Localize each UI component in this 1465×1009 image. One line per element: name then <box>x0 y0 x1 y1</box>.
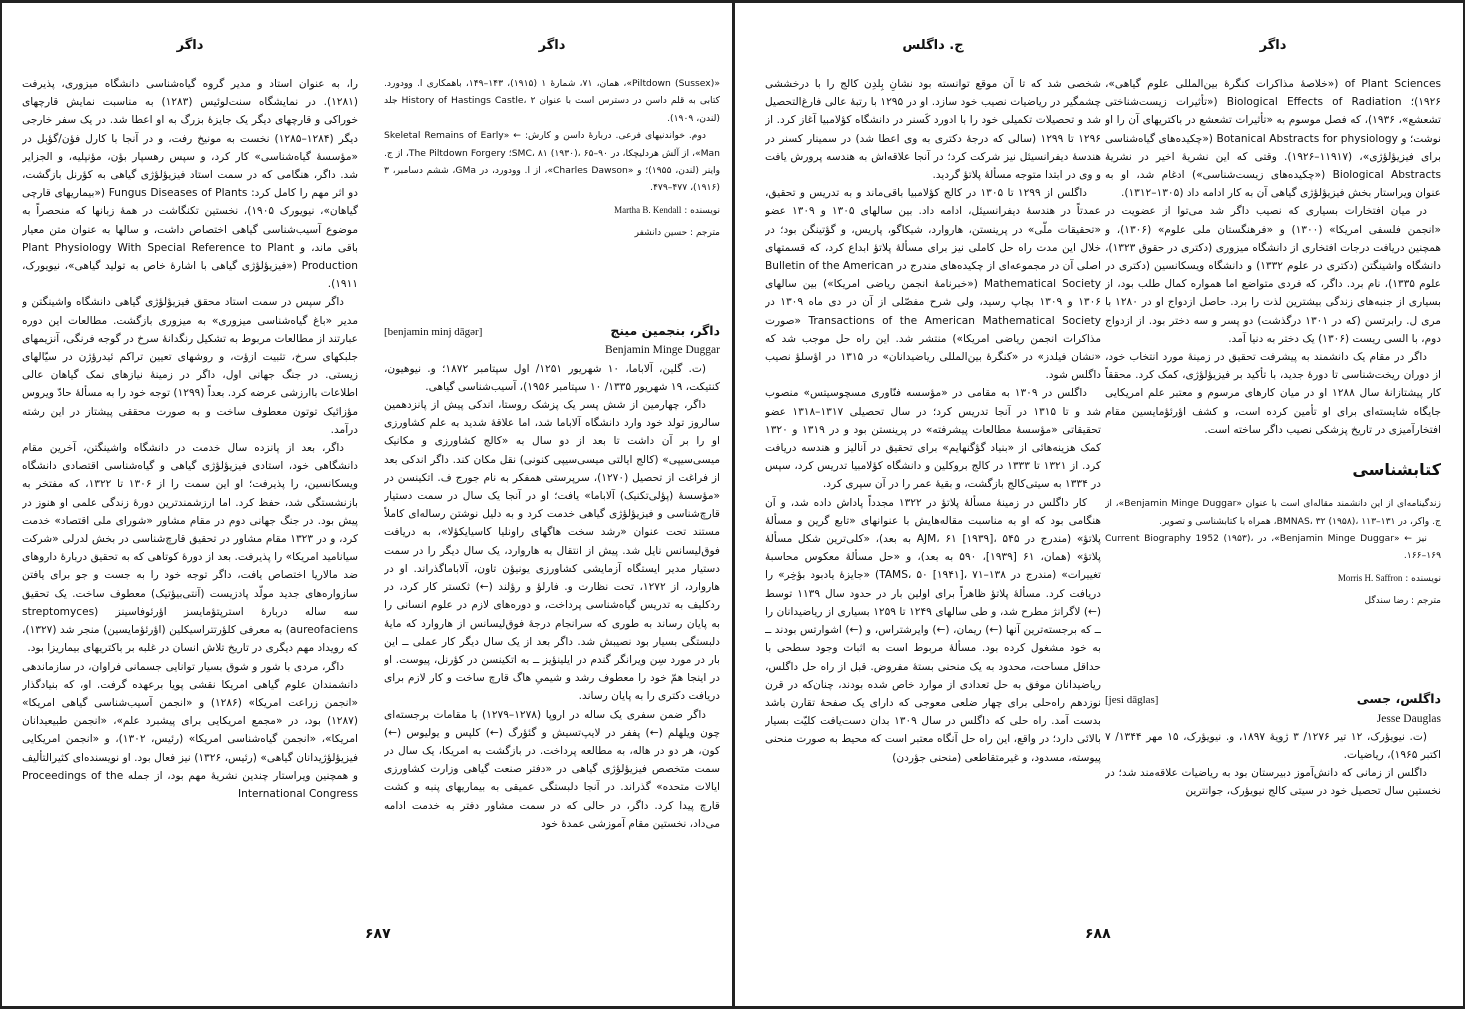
entry-dates: (ت. نیویؤرک، ۱۲ تیر ۱۲۷۶/ ۳ ژویهٔ ۱۸۹۷، و. نیویؤرک، ۱۵ مهر ۱۳۴۴/ ۷ اکتبر ۱۹۶۵)، ریاضیات. <box>1105 730 1441 761</box>
author-credit <box>1105 569 1441 588</box>
running-head-left-inner: داگر <box>538 38 566 53</box>
entry-heading <box>1105 690 1441 709</box>
left-page-outer-column <box>22 75 358 803</box>
paragraph: داگر، چهارمین از شش پسر یک پزشک روستا، اندکی پیش از پانزدهمین سالروز تولد خود وارد دانشگاه آلاباما شد، اما علاقهٔ شدید به علم کشاورزی او را بر آن داشت تا بعد از دو سال به «کالج کشاورزی و مکانیک میسی‌سیپی» (کالج ایالتی میسی‌سیپی کنونی) نقل مکان کند. داگر اندکی بعد از فراغت از تحصیل (۱۲۷۰)، سرپرستی همفکر به نام جورج ف. اتکینسن در «مؤسسهٔ (پؤلی‌تکنیک) آلاباما» یافت؛ او در آنجا یک سال در سمت دستیار قارچ‌شناسی و فیزیؤلؤژی گیاهی خدمت کرد و به دلیل نوشتن رساله‌ای کاملاً مستند تحت عنوان «رشد سخت هاگهای راونلیا کاسیایکؤلا»، به دریافت فوق‌لیسانس نایل شد. پیش از انتقال به هاروارد، یک سال دیگر را در سمت دستیار مدیر ایستگاه آزمایشی کشاورزی یونیؤن تاون، آلاباماگذراند. او در هاروارد، از ۱۲۷۲، تحت نظارت و. فارلؤ و رؤلند (←) ثکستر کار کرد، در ردکلیف به تدریس گیاه‌شناسی پرداخت، و دوره‌های لازم در علوم انسانی را به پایان رساند به طوری که سرانجام درجهٔ فوق‌لیسانس از هاروارد که مایهٔ دلبستگی بسیار بود نصیبش شد. داگر بعد از یک سال دیگر کار عملی ــ این بار در مورد سِن ویرانگر گندم در ایلینؤیز ــ به اتکینسن در کؤرنل، پیوست. او در اینجا همّ خود را معطوف رشد و شیمیِ هاگ قارچ ساخت و کار لازم برای دریافت دکتری را به پایان رساند. <box>384 399 720 703</box>
paragraph: داگر ضمن سفری یک ساله در اروپا (۱۲۷۸–۱۲۷۹) با مقامات برجسته‌ای چون ویلهلم (←) پففر در لایپ‌تسیش و گئؤرگ (←) کلپس و یولیوس (←) کون، هر دو در هاله، به مطالعه پرداخت. در بازگشت به امریکا، یک سال در سمت متخصص فیزیؤلؤژی گیاهی در «دفتر صنعت گیاهی وزارت کشاورزی ایالات متحده» گذراند. در آنجا دلبستگی عمیقی به بیماریهای پنبه و کشت قارچ پیدا کرد. داگر، در حالی که در سمت مشاور دفتر به خدمت ادامه می‌داد، نخستین مقام آموزشی عمدهٔ خود <box>384 708 720 830</box>
author-name: Martha B. Kendall <box>614 204 682 215</box>
author-name: Morris H. Saffron <box>1337 572 1403 583</box>
running-head-left-outer: داگر <box>176 38 204 53</box>
entry-latin-name: Jesse Dauglas <box>1376 712 1441 725</box>
bibliography-item: نیز ← «Benjamin Minge Duggar»، در Current Biography 1952 (۱۹۵۳)، ۱۶۶–۱۶۹. <box>1105 533 1441 562</box>
running-head-right-inner: ج. داگلس <box>902 38 964 53</box>
paragraph: داگر، مردی با شور و شوق بسیار توانایی جسمانی فراوان، در سازماندهی دانشمندان علوم گیاهی امریکا نقشی پویا برعهده گرفت. او، که بنیادگذار «انجمن زراعت امریکا» (۱۲۸۶) و «انجمن آسیب‌شناسی گیاهی امریکا» (۱۲۸۷) بود، در «مجمع امریکایی برای پیشبرد علم»، «انجمن طبیعیدانان امریکا»، «انجمن گیاه‌شناسی امریکا» (رئیس، ۱۳۰۲)، و «انجمن امریکایی فیزیؤلؤژیدانان گیاهی» (رئیس، ۱۳۲۶) نیز فعال بود. او نویسنده‌ای کثیرالتألیف و همچنین ویراستار چندین نشریهٔ مهم بود، از جمله Proceedings of the International Congress <box>22 660 358 800</box>
page-687 <box>0 0 732 1006</box>
page-number-left: ۶۸۷ <box>365 926 391 942</box>
right-page-inner-column <box>765 75 1101 767</box>
bibliography-item: زندگینامه‌ای از این دانشمند مقاله‌ای است با عنوان «Benjamin Minge Duggar»، از ج. واکر، در BMNAS، ۳۲ (۱۹۵۸)، ۱۱۳–۱۳۱، همراه با کتابشناسی و تصویر. <box>1105 498 1441 527</box>
paragraph: در میان افتخارات بسیاری که نصیب داگر شد می‌توا از عضویت در «انجمن فلسفی امریکا» (۱۳۰۰) و «فرهنگستان ملی علوم» (۱۳۰۶)، و همچنین دریافت درجات افتخاری از دانشگاه میزوری (دکتری در حقوق ۱۳۲۳)، دانشگاه واشینگتن (دکتری در علوم ۱۳۳۲) و دانشگاه ویسکانسین (دکتری در علوم ۱۳۳۵)، نام برد. داگر، که فردی متواضع اما همواره کمال طلب بود، از بسیاری از جنبه‌های زندگی بیشترین لذت را برد. حاصل ازدواج او در ۱۲۸۰ با مری ل. رابرتسن (که در ۱۳۰۱ درگذشت) دو پسر و سه دختر بود. از ازدواج دوم، با السی ریست (۱۳۰۶) یک دختر به دنیا آمد. <box>1105 205 1441 345</box>
translator-credit: مترجم : حسین دانشفر <box>634 228 720 239</box>
bibliography-heading: کتابشناسی <box>1352 460 1441 480</box>
entry-latin-name: Benjamin Minge Duggar <box>605 344 720 357</box>
author-label: نویسنده : <box>681 205 720 216</box>
reference-item: دوم. خواندنیهای فرعی. دربارهٔ داسن و کارش: ← «Skeletal Remains of Early Man»، از آلش هردلیچکا، در SMC، ۸۱ (۱۹۳۰)، ۶۵–۹۰؛ The Piltdown Forgery، از ج. واینر (لندن، ۱۹۵۵)؛ و «Charles Dawson»، از ا. وودورد، در GMa، ششم دسامبر، ۳ (۱۹۱۶)، ۴۷۷–۴۷۹. <box>384 130 720 194</box>
right-page-outer-column <box>1105 75 1441 801</box>
paragraph: داگلس در ۱۳۰۹ به مقامی در «مؤسسه فنّاوری مسچوسیتس» منصوب شد و تا ۱۳۱۵ در آنجا تدریس کرد؛ در سال تحصیلی ۱۳۱۷–۱۳۱۸ عضو تحقیقاتی «مؤسسهٔ مطالعات پیشرفته» در پرینستن بود و در ۱۳۱۹ و ۱۳۲۰ کمک هزینه‌هائی از «بنیاد گؤگنهایم» برای تحقیق در آنالیز و هندسه دریافت کرد. از ۱۳۲۱ تا ۱۳۳۳ در کالج بروکلین و دانشگاه کؤلامبیا تدریس کرد، سپس در ۱۳۳۴ به سیتی‌کالج بازگشت، و بقیهٔ عمر را در آن سپری کرد. <box>765 387 1101 491</box>
paragraph: را، به عنوان استاد و مدیر گروه گیاه‌شناسی دانشگاه میزوری، پذیرفت (۱۲۸۱). در نمایشگاه سنت‌لوئیس (۱۲۸۳) به مناسبت نمایش قارچهای خوراکی و قارچهای دیگر یک جایزهٔ بزرگ به او اعطا شد. در یک سفر خارجی دیگر (۱۲۸۴–۱۲۸۵) نخست به مونیخ رفت، و در آنجا با کارل فؤن/گؤبل در «مؤسسهٔ گیاه‌شناسی» کار کرد، و سپس رهسپار بؤن، مؤنپلیه، و الجزایر شد. داگر، هنگامی که در سمت استاد فیزیؤلؤژی گیاهی به کؤرنل بازگشت، دو اثر مهم را کامل کرد: Fungus Diseases of Plants («بیماریهای قارچی گیاهان»، نیویورک ۱۹۰۵)، نخستین تکنگاشت در همهٔ زبانها که منحصراً به موضوع آسیب‌شناسی گیاهی اختصاص داشت، و سالها به عنوان متن معیار باقی ماند، و Plant Physiology With Special Reference to Plant Production («فیزیؤلؤژی گیاهی با اشارهٔ خاص به تولید گیاهی»، نیویورک، ۱۹۱۱). <box>22 78 358 291</box>
paragraph: داگر سپس در سمت استاد محقق فیزیؤلؤژی گیاهی دانشگاه واشینگتن و مدیر «باغ گیاه‌شناسی میزوری» به میزوری بازگشت. مطالعات این دوره عبارتند از مطالعات مربوط به تشکیل رنگدانهٔ سرخ در گوجه فرنگی، آنزیمهای جلبکهای سرخ، تثبیت ازؤت، و روشهای تعیین تراکم ئیدرؤژن در سیّالهای زیستی. در جنگ جهانی اول، داگر در زمینهٔ نیازهای نمک گیاهان عالی اطلاعات باارزشی عرضه کرد. بعداً (۱۲۹۹) توجه خود را به مسألهٔ حادّ ویروس مؤزائیک توتون معطوف ساخت و به صورت محققی پیشتاز در این رشته درآمد. <box>22 296 358 436</box>
reference-item: «Piltdown (Sussex)»، همان، ۷۱، شمارهٔ ۱ (۱۹۱۵)، ۱۴۳–۱۴۹، باهمکاری ا. وودورد. کتابی به قلم داسن در دسترس است با عنوان History of Hastings Castle، ۲ جلد (لندن، ۱۹۰۹). <box>384 78 720 124</box>
page-688 <box>735 0 1463 1006</box>
entry-phonetic: [benjamin minj dāgər] <box>384 326 483 339</box>
running-head-right-outer: داگر <box>1259 38 1287 53</box>
left-page-inner-column <box>384 75 720 833</box>
entry-title: داگلس، جسی <box>1356 691 1441 707</box>
entry-dates: (ت. گلین، آلاباما، ۱۰ شهریور ۱۲۵۱/ اول سپتامبر ۱۸۷۲؛ و. نیوهیون، کنتیکت، ۱۹ شهریور ۱۳۳۵/ ۱۰ سپتامبر ۱۹۵۶)، آسیب‌شناسی گیاهی. <box>384 362 720 393</box>
page-number-right: ۶۸۸ <box>1085 926 1111 942</box>
entry-title: داگر، بنجمین مینج <box>610 323 720 339</box>
entry-phonetic: [jesi dāglas] <box>1105 694 1159 707</box>
paragraph: شخصی شد که تا آن موقع توانسته بود نشانِ بِلدِن کالج را با درخششی چشمگیر در ریاضیات نصیب خود سازد. او در ۱۲۹۵ با رتبهٔ عالی فارغ‌التحصیل شد و تحصیلات تکمیلی خود را با ادورد کَسنر در دانشگاه کؤلامبیا آغاز کرد. از ۱۲۹۶ تا ۱۲۹۹ (سالی که درجهٔ دکتری به وی اعطا شد) در سمینار کسنر در هندسهٔ دیفرانسیئل نیز شرکت کرد؛ در آنجا علاقه‌اش به هندسه پرورش یافت و وی در ابتدا متوجه مسألهٔ پلاتؤ گردید. <box>765 78 1101 182</box>
entry-heading <box>384 322 720 341</box>
author-label: نویسنده : <box>1402 573 1441 584</box>
paragraph: داگر در مقام یک دانشمند به پیشرفت تحقیق در زمینهٔ مورد انتخاب خود، از دوران ریخت‌شناسی تا دورهٔ جدید، با تأکید بر فیزیؤلؤژی، کمک کرد. محققاً کار پیشتازانهٔ سال ۱۲۸۸ او در میان کارهای مرسوم و معتبر علم امریکایی جایگاه شایسته‌ای برای او تأمین کرده است، و کشف اؤرئؤمایسین مقام افتخارآمیزی در تاریخ پزشکی نصیب داگر ساخته است. <box>1105 351 1441 436</box>
paragraph: داگلس از ۱۲۹۹ تا ۱۳۰۵ در کالج کؤلامبیا باقی‌ماند و به تدریس و تحقیق، عمدتاً در هندسهٔ دیفرانسیئل، ادامه داد. بین سالهای ۱۳۰۵ و ۱۳۰۹ عضو «تحقیقات ملّی» در پرینستن، هاروارد، شیکاگو، پاریس، و گؤتینگن بود؛ در خلال این مدت راه حل کاملی نیز برای مسألهٔ پلاتؤ ابداع کرد، که قسمتهای اصلی آن در مجموعه‌ای از چکیده‌های مندرج در Bulletin of the American Mathematical Society («خبرنامهٔ انجمن ریاضی امریکا») بین سالهای ۱۳۰۶ و ۱۳۰۹ بچاپ رسید، ولی شرح مفصّلی از آن در دی ماه ۱۳۰۹ در Transactions of the American Mathematical Society «صورت مذاکرات انجمن ریاضی امریکا») منتشر شد. این راه حل موجب شد که «نشان فیلدز» در «کنگرهٔ بین‌المللی ریاضیدانان» در ۱۳۱۵ در اؤسلؤ نصیب داگلس شود. <box>765 187 1101 382</box>
paragraph: کار داگلس در زمینهٔ مسألهٔ پلاتؤ در ۱۳۲۲ مجدداً پاداش داده شد، و آن هنگامی بود که او به مناسبت مقاله‌هایش با عنوانهای «تابع گرین و مسألهٔ پلاتؤ» (مندرج در AJM، ۶۱ [۱۹۳۹]، ۵۴۵ به بعد)، «کلی‌ترین شکل مسألهٔ پلاتؤ» (همان، ۶۱ [۱۹۳۹]، ۵۹۰ به بعد)، و «حل مسألهٔ معکوس محاسبهٔ تغییرات» (مندرج در TAMS، ۵۰ [۱۹۴۱]، ۷۱–۱۳۸) «جایزهٔ یادبود بؤخِر» را دریافت کرد. مسألهٔ پلاتؤ ظاهراً برای اولین بار در حدود سال ۱۱۳۹ توسط (←) لاگرانژ مطرح شد، و طی سالهای ۱۲۴۹ تا ۱۲۵۹ بسیاری از ریاضیدانان را ــ که برجسته‌ترین آنها (←) ریمان، (←) وایرشتراس، و (←) اشوارتس بودند ــ به خود مشغول کرده بود. مسألهٔ مربوط است به اثبات وجود سطحی با حداقل مساحت، محدود به یک منحنی بستهٔ مفروض. قبل از راه حل داگلس، ریاضیدانان موفق به حل تعدادی از موارد خاص شده بودند، چنان‌که در قرن نوزدهم راه‌حلی برای چهار ضلعی معوجی که دارای یک صفحهٔ تقارن باشد بدست آمد. راه حلی که داگلس در سال ۱۳۰۹ بدان دست‌یافت کلیّت بسیار بالائی دارد؛ در واقع، این راه حل آنگاه معتبر است که محیط به صورت منحنی پیوسته، مسدود، و غیرمتقاطعی (منحنی جؤردن) <box>765 496 1101 764</box>
translator-credit: مترجم : رضا سندگل <box>1364 596 1441 607</box>
paragraph: of Plant Sciences («خلاصهٔ مذاکرات کنگرهٔ بین‌المللی علوم گیاهی»، ۱۹۲۶)؛ Biological Effects of Radiation («تأثیرات زیست‌شناختی تشعشع»، ۱۹۳۶)، که فصل موسوم به «تأثیرات تشعشع در باکتریهای آن را او نوشت؛ و Botanical Abstracts for physiology («چکیده‌های گیاه‌شناسی برای فیزیؤلؤژی»، (۱۱۹۱۷–۱۹۲۶). وقتی که این نشریهٔ اخیر در نشریهٔ Biological Abstracts («چکیده‌های زیست‌شناسی») ادغام شد، او به عنوان ویراستار بخش فیزیؤلؤژی گیاهی آن به کار ادامه داد (۱۳۰۵–۱۳۱۲). <box>1105 78 1441 200</box>
paragraph: داگر، بعد از پانزده سال خدمت در دانشگاه واشینگتن، آخرین مقام دانشگاهی خود، استادی فیزیؤلؤژی گیاهی و گیاه‌شناسی اقتصادی دانشگاه ویسکانسین، را پذیرفت؛ او این سمت را از ۱۳۰۶ تا ۱۳۲۲، که مفتخر به بازنشستگی شد، حفظ کرد. اما ارزشمندترین دورهٔ زندگی علمی او هنوز در پیش بود. در جنگ جهانی دوم در مقام مشاور «شورای ملی اقتصاد» خدمت کرد، و در ۱۳۲۳ مقام مشاور در تحقیق قارچ‌شناسی در بخش لدرلی «شرکت سیانامید امریکا» را پذیرفت. بعد از دورهٔ کوتاهی که به تحقیق دربارهٔ داروهای ضد مالاریا اختصاص یافت، داگر توجه خود را به جست و جو برای یافتن سازواره‌های جدید مولّد پادزیست (آنتی‌بیؤتیک) معطوف ساخت. یک تحقیق سه ساله دربارهٔ استرپتؤمایسز اؤرئوفاسینز (streptomyces aureofaciens) به معرفی کلؤرتتراسیکلین (اؤرئؤمایسین) منجر شد (۱۳۲۷)، که رویداد مهم دیگری در تاریخ تلاش انسان در غلبه بر باکتریهای بیماریزا بود. <box>22 442 358 655</box>
paragraph: داگلس از زمانی که دانش‌آموز دبیرستان بود به ریاضیات علاقه‌مند شد؛ در نخستین سال تحصیل خود در سیتی کالج نیویؤرک، جوانترین <box>1105 767 1441 798</box>
author-credit <box>384 201 720 220</box>
